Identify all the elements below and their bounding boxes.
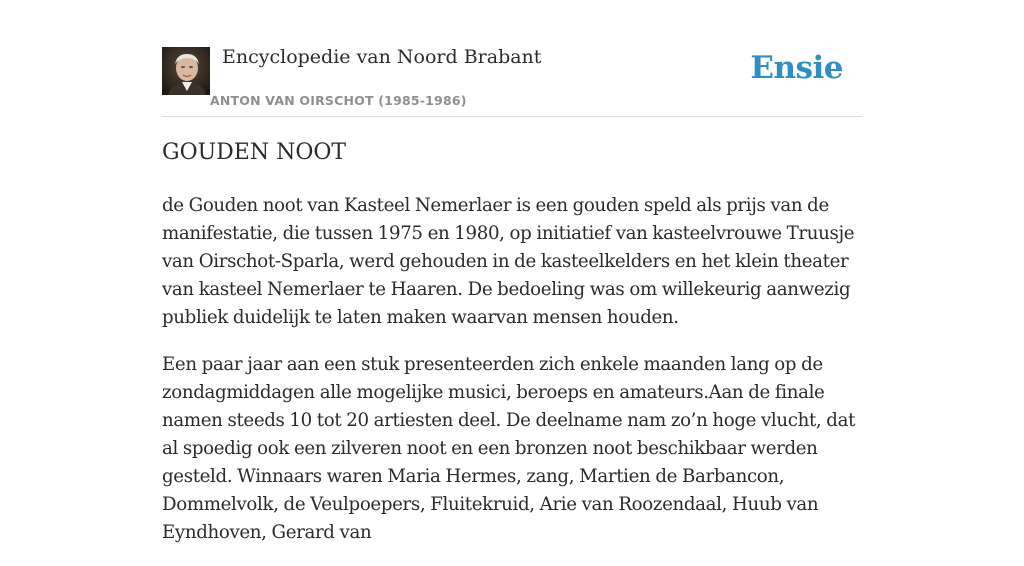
header — [162, 40, 862, 117]
entry-body — [162, 192, 872, 566]
ensie-logo[interactable]: Ensie — [750, 50, 843, 86]
avatar[interactable] — [162, 47, 210, 95]
entry-title: GOUDEN NOOT — [162, 140, 347, 165]
paragraph: de Gouden noot van Kasteel Nemerlaer is een gouden speld als prijs van de manifestatie, die tussen 1975 en 1980, op initiatief van kasteelvrouwe Truusje van Oirschot-Sparla, werd gehouden in de kasteelkelders en het klein theater van kasteel Nemerlaer te Haaren. De bedoeling was om willekeurig aanwezig publiek duidelijk te laten maken waarvan mensen houden. — [162, 195, 855, 328]
author-name[interactable]: ANTON VAN OIRSCHOT (1985-1986) — [210, 93, 467, 108]
book-title[interactable]: Encyclopedie van Noord Brabant — [222, 46, 542, 68]
author-portrait-icon — [162, 47, 210, 95]
paragraph: Een paar jaar aan een stuk presenteerden zich enkele maanden lang op de zondagmiddagen alle mogelijke musici, beroeps en amateurs.Aan de finale namen steeds 10 tot 20 artiesten deel. De deelname nam zo’n hoge vlucht, dat al spoedig ook een zilveren noot en een bronzen noot beschikbaar werden gesteld. Winnaars waren Maria Hermes, zang, Martien de Barbancon, Dommelvolk, de Veulpoepers, Fluitekruid, Arie van Roozendaal, Huub van Eyndhoven, Gerard van — [162, 354, 856, 543]
